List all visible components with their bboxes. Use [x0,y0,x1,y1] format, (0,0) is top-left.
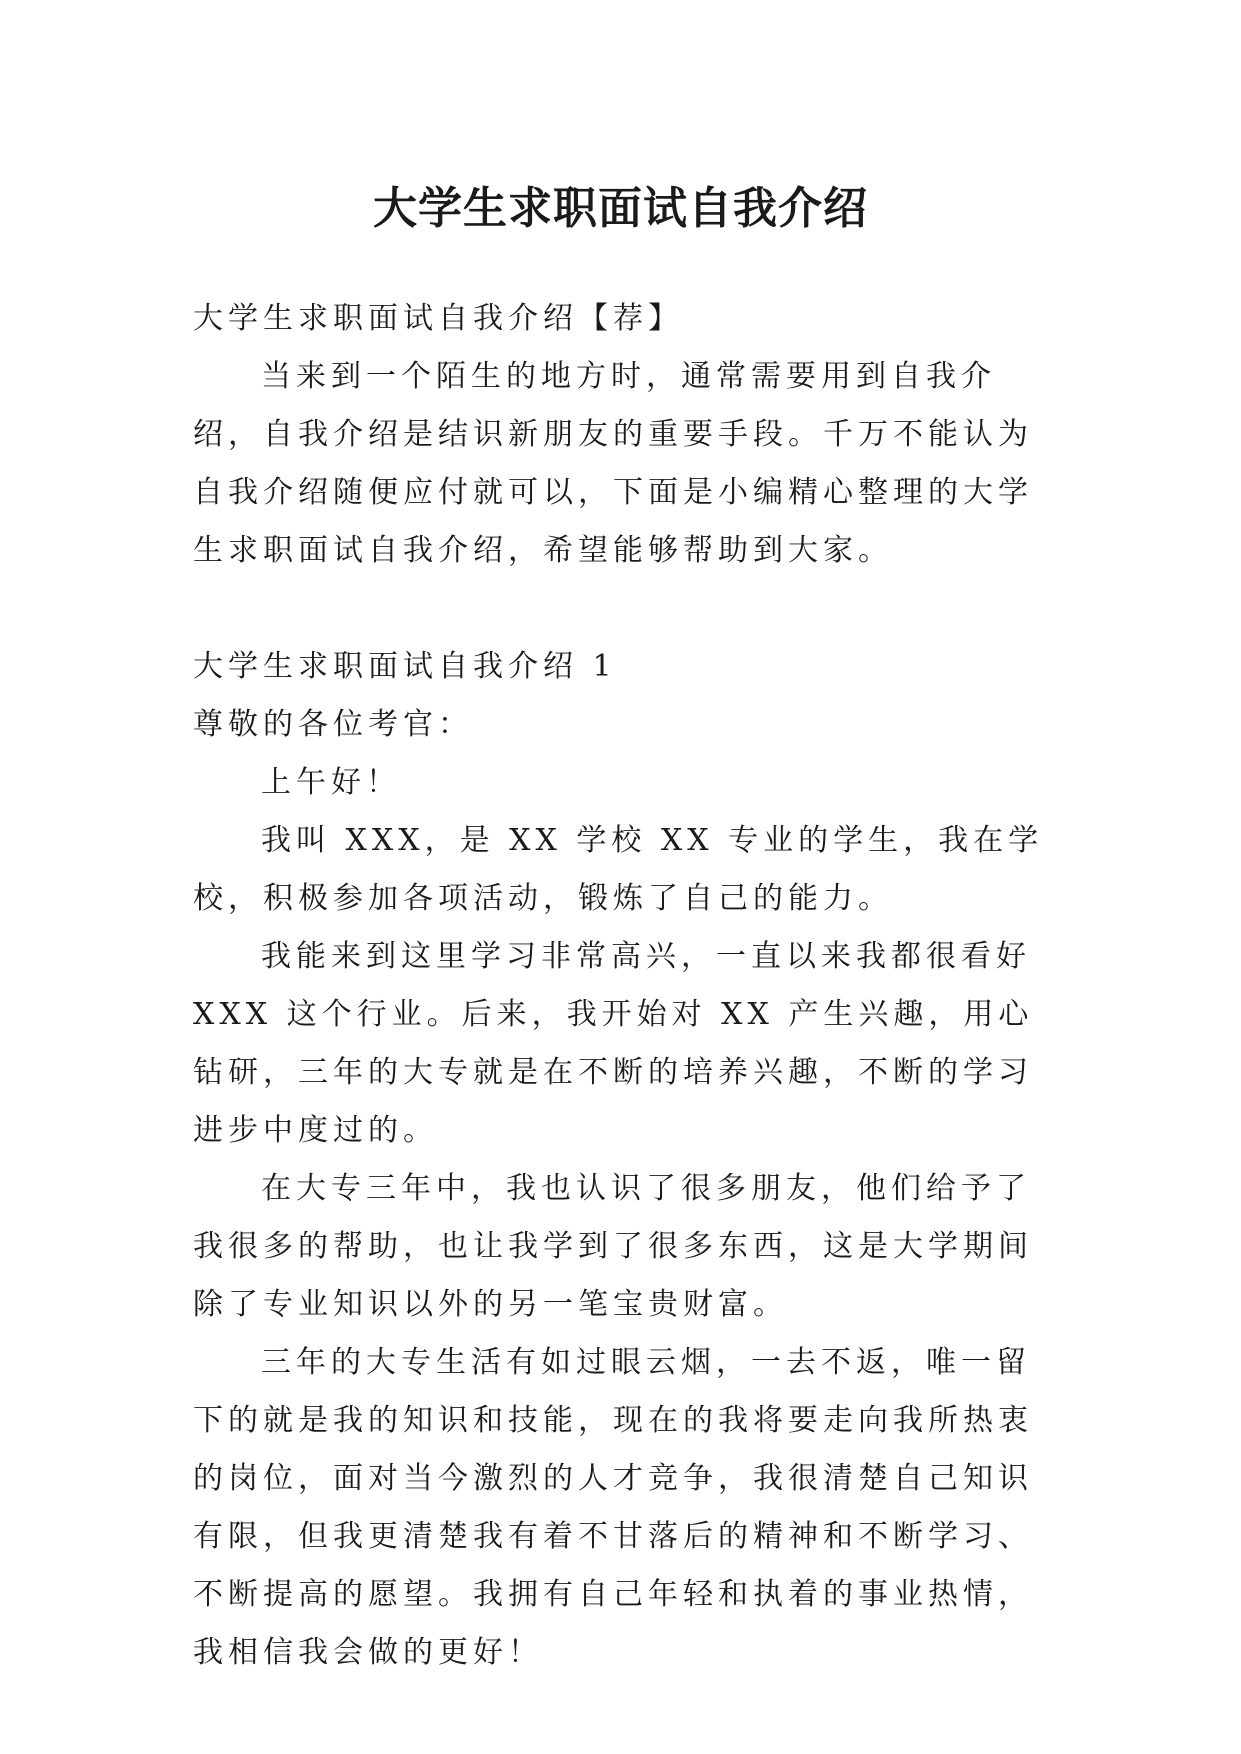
greeting: 上午好！ [261,765,401,800]
body-paragraph: 我叫 XXX，是 XX 学校 XX 专业的学生，我在学校，积极参加各项活动，锻炼了自己的能力。 [193,823,1044,916]
body-paragraph: 三年的大专生活有如过眼云烟，一去不返，唯一留下的就是我的知识和技能，现在的我将要走向我所热衷的岗位，面对当今激烈的人才竞争，我很清楚自己知识有限，但我更清楚我有着不甘落后的精神和不断学习、不断提高的愿望。我拥有自己年轻和执着的事业热情，我相信我会做的更好！ [193,1345,1033,1670]
body-paragraph: 我能来到这里学习非常高兴，一直以来我都很看好 XXX 这个行业。后来，我开始对 XX 产生兴趣，用心钻研，三年的大专就是在不断的培养兴趣，不断的学习进步中度过的。 [193,939,1034,1148]
document-title: 大学生求职面试自我介绍 [373,183,868,235]
body-paragraph: 在大专三年中，我也认识了很多朋友，他们给予了我很多的帮助，也让我学到了很多东西，这是大学期间除了专业知识以外的另一笔宝贵财富。 [193,1171,1033,1322]
document-body [193,290,1053,1682]
document-subtitle: 大学生求职面试自我介绍【荐】 [193,301,683,336]
intro-paragraph: 当来到一个陌生的地方时，通常需要用到自我介绍，自我介绍是结识新朋友的重要手段。千万不能认为自我介绍随便应付就可以，下面是小编精心整理的大学生求职面试自我介绍，希望能够帮助到大家。 [193,359,1033,568]
section-heading: 大学生求职面试自我介绍 1 [193,649,617,684]
salutation: 尊敬的各位考官： [193,707,473,742]
